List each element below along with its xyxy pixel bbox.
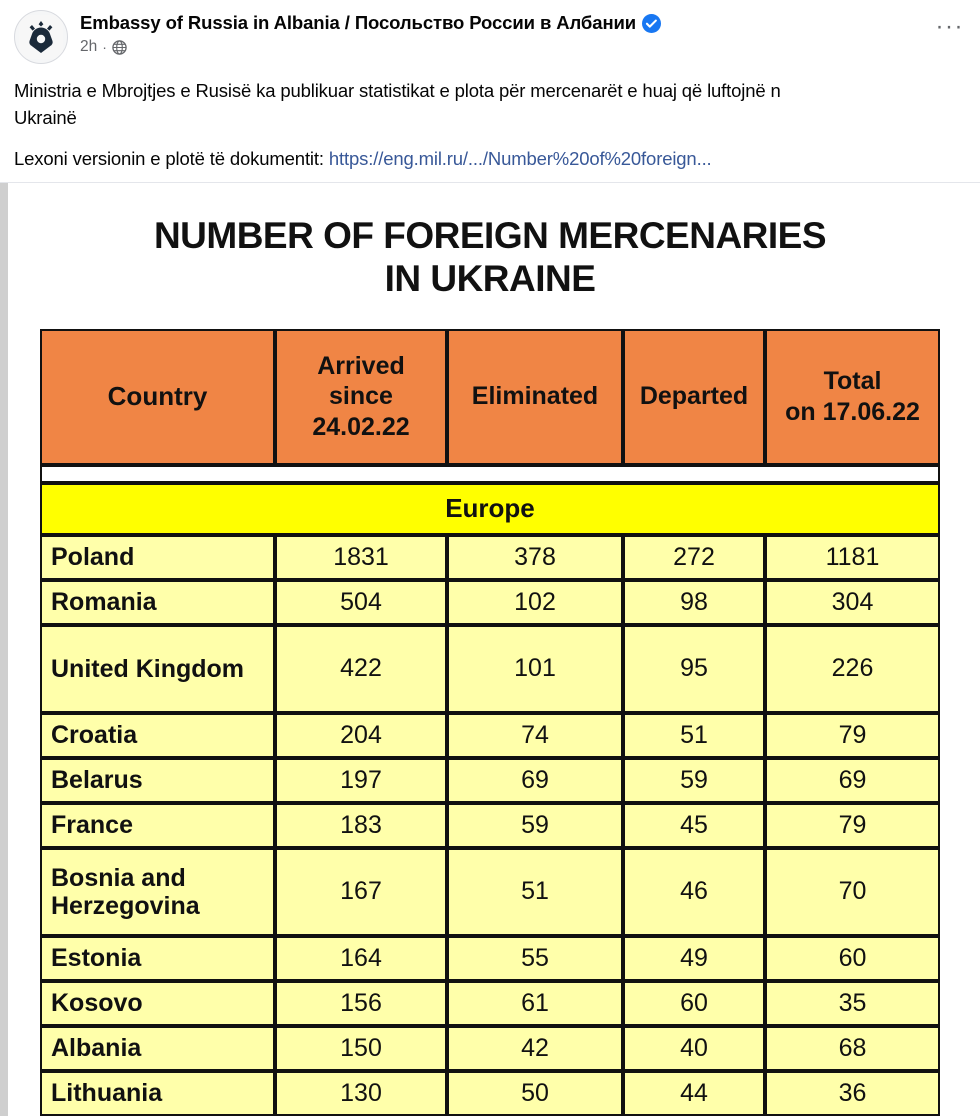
cell-total: 79 — [765, 713, 940, 758]
cell-arrived: 1831 — [275, 535, 447, 580]
cell-eliminated: 61 — [447, 981, 623, 1026]
cell-arrived: 167 — [275, 848, 447, 936]
post-meta — [80, 38, 966, 56]
post-header-text — [80, 10, 966, 56]
facebook-post — [0, 0, 980, 172]
cell-arrived: 197 — [275, 758, 447, 803]
table-body — [40, 535, 940, 1116]
cell-departed: 51 — [623, 713, 765, 758]
cell-eliminated: 59 — [447, 803, 623, 848]
cell-total: 79 — [765, 803, 940, 848]
table-row — [40, 936, 940, 981]
avatar[interactable] — [14, 10, 68, 64]
region-label: Europe — [40, 483, 940, 535]
cell-country: Kosovo — [40, 981, 275, 1026]
cell-country: United Kingdom — [40, 625, 275, 713]
post-text-line-3: Lexoni versionin e plotë të dokumentit: — [14, 147, 329, 169]
post-text — [14, 78, 966, 172]
header-total-line-2: on 17.06.22 — [785, 397, 920, 426]
table-row — [40, 758, 940, 803]
cell-country: Poland — [40, 535, 275, 580]
header-arrived-line-1: Arrived — [317, 351, 405, 380]
post-timestamp[interactable]: 2h — [80, 38, 98, 55]
cell-departed: 40 — [623, 1026, 765, 1071]
table-title — [0, 215, 980, 300]
cell-departed: 98 — [623, 580, 765, 625]
cell-arrived: 156 — [275, 981, 447, 1026]
table-header — [40, 329, 940, 465]
table-row — [40, 848, 940, 936]
post-text-line-1: Ministria e Mbrojtjes e Rusisë ka publikuar statistikat e plota për mercenarët e huaj që luftojnë n — [14, 80, 781, 101]
cell-total: 304 — [765, 580, 940, 625]
cell-arrived: 150 — [275, 1026, 447, 1071]
cell-country: Albania — [40, 1026, 275, 1071]
post-external-link[interactable]: https://eng.mil.ru/.../Number%20of%20foreign... — [328, 147, 712, 169]
cell-total: 1181 — [765, 535, 940, 580]
cell-departed: 59 — [623, 758, 765, 803]
header-total — [765, 329, 940, 465]
cell-departed: 44 — [623, 1071, 765, 1116]
cell-departed: 45 — [623, 803, 765, 848]
cell-country: Romania — [40, 580, 275, 625]
mercenaries-table — [40, 329, 940, 1116]
table-region-row — [40, 483, 940, 535]
post-more-options-button[interactable]: ··· — [935, 13, 964, 40]
cell-eliminated: 102 — [447, 580, 623, 625]
header-country: Country — [40, 329, 275, 465]
globe-icon[interactable] — [112, 40, 127, 55]
cell-arrived: 183 — [275, 803, 447, 848]
cell-arrived: 164 — [275, 936, 447, 981]
header-departed: Departed — [623, 329, 765, 465]
cell-country: France — [40, 803, 275, 848]
russian-coat-of-arms-icon — [19, 15, 63, 59]
cell-country: Croatia — [40, 713, 275, 758]
cell-arrived: 204 — [275, 713, 447, 758]
cell-departed: 49 — [623, 936, 765, 981]
table-header-row — [40, 329, 940, 465]
verified-badge-icon — [642, 14, 661, 33]
cell-departed: 60 — [623, 981, 765, 1026]
table-spacer-row — [40, 465, 940, 483]
table-row — [40, 1026, 940, 1071]
cell-total: 69 — [765, 758, 940, 803]
cell-eliminated: 42 — [447, 1026, 623, 1071]
header-eliminated: Eliminated — [447, 329, 623, 465]
header-arrived-line-2: since — [329, 382, 393, 411]
header-arrived-line-3: 24.02.22 — [312, 412, 410, 441]
cell-total: 36 — [765, 1071, 940, 1116]
table-row — [40, 803, 940, 848]
table-row — [40, 981, 940, 1026]
mercenaries-table-image — [0, 183, 980, 1115]
cell-eliminated: 378 — [447, 535, 623, 580]
cell-country: Lithuania — [40, 1071, 275, 1116]
meta-separator: · — [102, 39, 107, 55]
table-spacer — [40, 465, 940, 535]
table-row — [40, 535, 940, 580]
cell-arrived: 130 — [275, 1071, 447, 1116]
cell-eliminated: 101 — [447, 625, 623, 713]
table-row — [40, 713, 940, 758]
cell-arrived: 422 — [275, 625, 447, 713]
post-paragraph-2 — [14, 146, 966, 173]
cell-eliminated: 74 — [447, 713, 623, 758]
table-row — [40, 580, 940, 625]
cell-country: Estonia — [40, 936, 275, 981]
cell-eliminated: 50 — [447, 1071, 623, 1116]
table-title-line-1: NUMBER OF FOREIGN MERCENARIES — [153, 215, 827, 257]
page-name[interactable]: Embassy of Russia in Albania / Посольство России в Албании — [80, 12, 637, 33]
header-arrived-since — [275, 329, 447, 465]
cell-eliminated: 69 — [447, 758, 623, 803]
cell-total: 60 — [765, 936, 940, 981]
post-text-line-2: Ukrainë — [14, 106, 77, 128]
cell-departed: 46 — [623, 848, 765, 936]
cell-total: 70 — [765, 848, 940, 936]
cell-total: 35 — [765, 981, 940, 1026]
cell-eliminated: 51 — [447, 848, 623, 936]
image-left-border — [0, 183, 8, 1115]
cell-eliminated: 55 — [447, 936, 623, 981]
table-row — [40, 625, 940, 713]
page-name-row[interactable] — [80, 12, 966, 40]
cell-arrived: 504 — [275, 580, 447, 625]
header-total-line-1: Total — [823, 367, 882, 396]
table-row — [40, 1071, 940, 1116]
post-paragraph-1 — [14, 78, 966, 132]
post-header — [14, 10, 966, 64]
cell-departed: 95 — [623, 625, 765, 713]
post-attachment[interactable] — [0, 182, 980, 1115]
cell-country: Belarus — [40, 758, 275, 803]
table-title-line-2: IN UKRAINE — [384, 257, 596, 299]
cell-total: 226 — [765, 625, 940, 713]
cell-country: Bosnia and Herzegovina — [40, 848, 275, 936]
cell-total: 68 — [765, 1026, 940, 1071]
cell-departed: 272 — [623, 535, 765, 580]
